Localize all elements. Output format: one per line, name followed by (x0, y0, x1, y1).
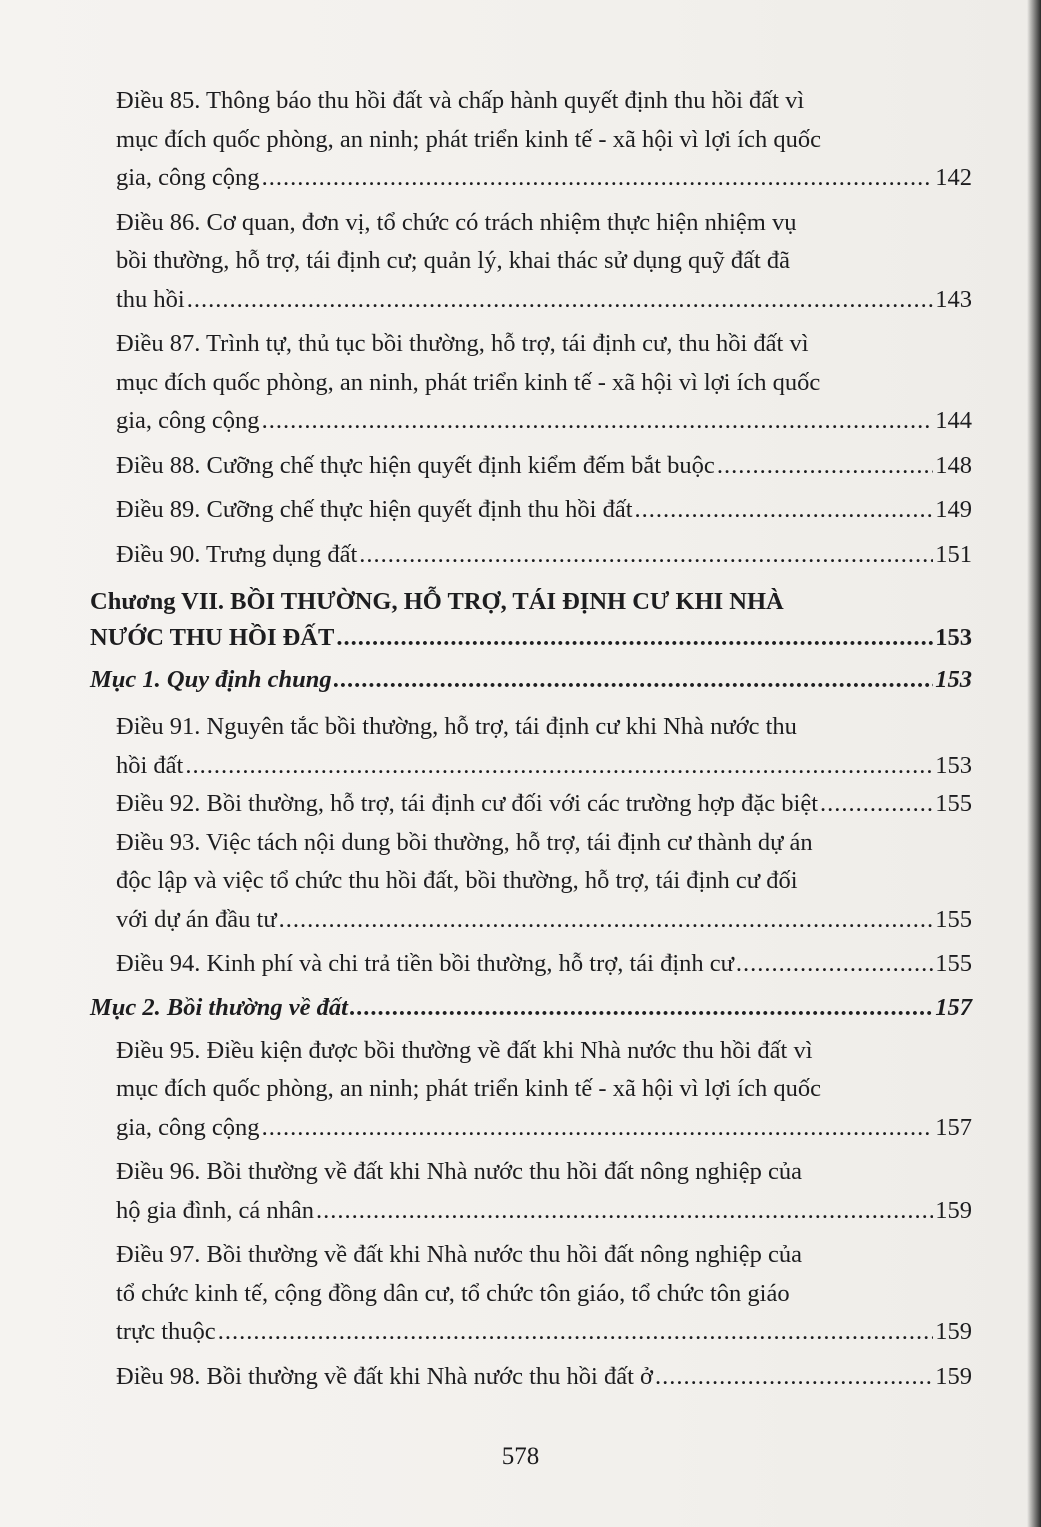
toc-page-number: 159 (935, 1318, 972, 1345)
toc-entry-text: Điều 96. Bồi thường về đất khi Nhà nước thu hồi đất nông nghiệp của (116, 1158, 802, 1185)
toc-entry-text: Điều 94. Kinh phí và chi trả tiền bồi thường, hỗ trợ, tái định cư (116, 950, 734, 977)
dot-leader (279, 901, 934, 940)
page-number: 578 (501, 1443, 540, 1470)
toc-entry-text: Điều 90. Trưng dụng đất (116, 540, 358, 568)
toc-entry-text: gia, công cộng (116, 164, 260, 191)
toc-entry-text: độc lập và việc tổ chức thu hồi đất, bồi thường, hỗ trợ, tái định cư đối (116, 867, 798, 894)
toc-entry-text: Điều 98. Bồi thường về đất khi Nhà nước thu hồi đất ở (116, 1362, 653, 1390)
toc-entry-text: gia, công cộng (116, 407, 260, 434)
toc-page-number: 153 (935, 751, 972, 779)
dot-leader (218, 1313, 934, 1352)
dot-leader (262, 159, 934, 198)
toc-page-number: 143 (935, 285, 972, 313)
toc-entry-text: hồi đất (116, 751, 184, 779)
toc-entry-text: mục đích quốc phòng, an ninh; phát triển kinh tế - xã hội vì lợi ích quốc (116, 125, 821, 153)
toc-entry-87 (90, 325, 972, 441)
toc-entry-text: Điều 88. Cưỡng chế thực hiện quyết định kiểm đếm bắt buộc (116, 451, 715, 479)
chapter-title: NƯỚC THU HỒI ĐẤT (90, 624, 335, 651)
toc-page-number: 149 (935, 496, 972, 523)
toc-page-number: 148 (935, 451, 972, 479)
toc-entry-text: Điều 92. Bồi thường, hỗ trợ, tái định cư đối với các trường hợp đặc biệt (116, 790, 819, 817)
toc-page-number: 155 (935, 905, 972, 933)
toc-section-2 (90, 990, 972, 1026)
dot-leader (185, 747, 933, 786)
toc-entry-98 (90, 1358, 972, 1397)
toc-entry-90 (90, 536, 972, 575)
toc-entry-text: Điều 85. Thông báo thu hồi đất và chấp hành quyết định thu hồi đất vì (116, 87, 805, 114)
toc-chapter-7 (90, 584, 972, 656)
dot-leader (262, 402, 934, 441)
toc-entry-86 (90, 204, 972, 320)
toc-entry-text: Điều 93. Việc tách nội dung bồi thường, hỗ trợ, tái định cư thành dự án (116, 828, 813, 856)
toc-page-number: 155 (935, 790, 972, 817)
toc-entry-text: mục đích quốc phòng, an ninh, phát triển kinh tế - xã hội vì lợi ích quốc (116, 368, 821, 396)
toc-page-number: 159 (935, 1196, 972, 1224)
toc-entry-text: thu hồi (116, 285, 185, 313)
toc-entry-91 (90, 708, 972, 785)
toc-entry-text: Điều 87. Trình tự, thủ tục bồi thường, hỗ trợ, tái định cư, thu hồi đất vì (116, 330, 809, 357)
toc-entry-97 (90, 1236, 972, 1352)
toc-entry-text: mục đích quốc phòng, an ninh; phát triển kinh tế - xã hội vì lợi ích quốc (116, 1075, 821, 1102)
dot-leader (334, 662, 934, 698)
dot-leader (336, 620, 933, 656)
dot-leader (635, 491, 934, 530)
toc-page-number: 157 (935, 1113, 972, 1141)
toc-page-number: 155 (935, 950, 972, 977)
toc-entry-93 (90, 824, 972, 940)
toc-entry-text: trực thuộc (116, 1318, 216, 1345)
toc-page-number: 151 (935, 540, 972, 568)
toc-entry-text: gia, công cộng (116, 1113, 260, 1141)
toc-entry-88 (90, 447, 972, 486)
toc-entry-text: Điều 97. Bồi thường về đất khi Nhà nước thu hồi đất nông nghiệp của (116, 1241, 802, 1268)
dot-leader (187, 281, 934, 320)
toc-entry-96 (90, 1153, 972, 1230)
toc-entry-95 (90, 1032, 972, 1148)
toc-entry-text: Điều 86. Cơ quan, đơn vị, tổ chức có trách nhiệm thực hiện nhiệm vụ (116, 208, 797, 236)
toc-section-1 (90, 662, 972, 698)
dot-leader (717, 447, 933, 486)
dot-leader (316, 1192, 933, 1231)
dot-leader (359, 536, 933, 575)
toc-entry-85 (90, 82, 972, 198)
toc-entry-text: Điều 95. Điều kiện được bồi thường về đất khi Nhà nước thu hồi đất vì (116, 1036, 813, 1064)
toc-entry-text: tổ chức kinh tế, cộng đồng dân cư, tổ chức tôn giáo, tổ chức tôn giáo (116, 1279, 790, 1307)
toc-page-number: 157 (935, 993, 972, 1021)
toc-entry-text: hộ gia đình, cá nhân (116, 1196, 314, 1224)
toc-entry-text: bồi thường, hỗ trợ, tái định cư; quản lý, khai thác sử dụng quỹ đất đã (116, 247, 791, 274)
toc-entry-text: Điều 91. Nguyên tắc bồi thường, hỗ trợ, tái định cư khi Nhà nước thu (116, 713, 797, 740)
dot-leader (736, 945, 933, 984)
toc-page-number: 153 (935, 666, 972, 693)
toc-entry-89 (90, 491, 972, 530)
dot-leader (820, 785, 933, 824)
toc-page-number: 142 (935, 164, 972, 191)
toc-page-number: 144 (935, 407, 972, 434)
dot-leader (655, 1358, 933, 1397)
toc-page-number: 159 (935, 1362, 972, 1390)
toc-page-number: 153 (935, 624, 972, 651)
toc-entry-94 (90, 945, 972, 984)
dot-leader (350, 990, 933, 1026)
section-title: Mục 1. Quy định chung (90, 666, 332, 693)
toc-entry-text: với dự án đầu tư (116, 905, 277, 933)
chapter-title: Chương VII. BỒI THƯỜNG, HỖ TRỢ, TÁI ĐỊNH CƯ KHI NHÀ (90, 588, 784, 615)
toc-entry-92 (90, 785, 972, 824)
table-of-contents (90, 82, 972, 1396)
book-binding-shadow (1027, 0, 1041, 1527)
toc-entry-text: Điều 89. Cưỡng chế thực hiện quyết định thu hồi đất (116, 496, 633, 523)
dot-leader (262, 1109, 934, 1148)
section-title: Mục 2. Bồi thường về đất (90, 993, 348, 1021)
